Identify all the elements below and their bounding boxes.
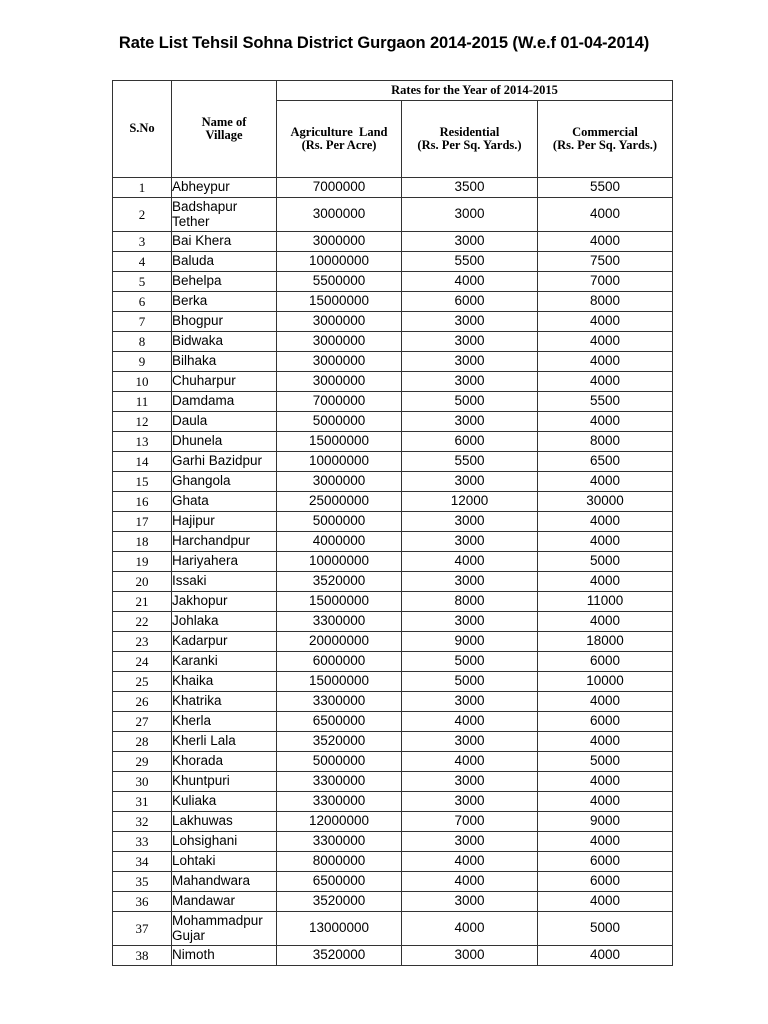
village-name-line: Kadarpur — [172, 633, 228, 649]
village-name-line: Hariyahera — [172, 553, 239, 569]
cell-commercial-rate: 4000 — [538, 372, 673, 392]
cell-sno: 28 — [113, 732, 172, 752]
cell-residential-rate: 3000 — [402, 732, 538, 752]
cell-commercial-rate: 7500 — [538, 252, 673, 272]
village-name-line: Bidwaka — [172, 333, 224, 349]
cell-agriculture-rate: 6000000 — [277, 652, 402, 672]
village-name-line: Behelpa — [172, 273, 222, 289]
cell-residential-rate: 4000 — [402, 552, 538, 572]
cell-commercial-rate: 4000 — [538, 532, 673, 552]
village-name-line: Harchandpur — [172, 533, 251, 549]
cell-agriculture-rate: 10000000 — [277, 452, 402, 472]
cell-commercial-rate: 18000 — [538, 632, 673, 652]
cell-residential-rate: 3000 — [402, 572, 538, 592]
cell-sno: 16 — [113, 492, 172, 512]
cell-agriculture-rate: 3000000 — [277, 372, 402, 392]
cell-agriculture-rate: 15000000 — [277, 592, 402, 612]
cell-sno: 23 — [113, 632, 172, 652]
cell-sno: 21 — [113, 592, 172, 612]
cell-agriculture-rate: 10000000 — [277, 552, 402, 572]
table-row — [113, 612, 673, 632]
cell-village — [172, 492, 277, 512]
cell-sno: 12 — [113, 412, 172, 432]
header-sno: S.No — [113, 81, 172, 178]
cell-residential-rate: 3000 — [402, 198, 538, 232]
cell-agriculture-rate: 3300000 — [277, 832, 402, 852]
table-row — [113, 892, 673, 912]
cell-sno: 22 — [113, 612, 172, 632]
cell-agriculture-rate: 3520000 — [277, 732, 402, 752]
cell-residential-rate: 3000 — [402, 312, 538, 332]
village-name-line: Jakhopur — [172, 593, 228, 609]
table-row — [113, 712, 673, 732]
cell-commercial-rate: 5500 — [538, 178, 673, 198]
cell-commercial-rate: 4000 — [538, 772, 673, 792]
cell-village — [172, 812, 277, 832]
header-residential-line: (Rs. Per Sq. Yards.) — [417, 138, 522, 152]
cell-residential-rate: 4000 — [402, 912, 538, 946]
cell-commercial-rate: 6500 — [538, 452, 673, 472]
header-residential — [402, 101, 538, 178]
village-name-line: Mandawar — [172, 893, 236, 909]
cell-sno: 13 — [113, 432, 172, 452]
cell-agriculture-rate: 6500000 — [277, 872, 402, 892]
cell-sno: 4 — [113, 252, 172, 272]
cell-agriculture-rate: 3000000 — [277, 198, 402, 232]
cell-sno: 3 — [113, 232, 172, 252]
table-row — [113, 452, 673, 472]
village-name-line: Tether — [172, 213, 210, 229]
table-row — [113, 772, 673, 792]
village-name-line: Khaika — [172, 673, 214, 689]
village-name-line: Lohsighani — [172, 833, 238, 849]
cell-commercial-rate: 4000 — [538, 412, 673, 432]
cell-residential-rate: 5000 — [402, 652, 538, 672]
village-name-line: Badshapur — [172, 199, 238, 215]
cell-commercial-rate: 4000 — [538, 892, 673, 912]
cell-residential-rate: 3000 — [402, 892, 538, 912]
cell-village — [172, 332, 277, 352]
cell-residential-rate: 3000 — [402, 692, 538, 712]
cell-sno: 18 — [113, 532, 172, 552]
table-row — [113, 492, 673, 512]
cell-agriculture-rate: 3000000 — [277, 472, 402, 492]
header-agriculture — [277, 101, 402, 178]
cell-village — [172, 712, 277, 732]
cell-sno: 19 — [113, 552, 172, 572]
cell-commercial-rate: 30000 — [538, 492, 673, 512]
village-name-line: Ghata — [172, 493, 209, 509]
cell-village — [172, 592, 277, 612]
table-row — [113, 512, 673, 532]
cell-agriculture-rate: 3300000 — [277, 692, 402, 712]
cell-village — [172, 392, 277, 412]
table-row — [113, 392, 673, 412]
cell-village — [172, 912, 277, 946]
cell-agriculture-rate: 12000000 — [277, 812, 402, 832]
table-row — [113, 472, 673, 492]
cell-commercial-rate: 4000 — [538, 792, 673, 812]
cell-residential-rate: 3000 — [402, 352, 538, 372]
cell-agriculture-rate: 3000000 — [277, 312, 402, 332]
table-row — [113, 812, 673, 832]
cell-village — [172, 532, 277, 552]
table-row — [113, 332, 673, 352]
cell-residential-rate: 4000 — [402, 712, 538, 732]
cell-residential-rate: 6000 — [402, 292, 538, 312]
cell-residential-rate: 3000 — [402, 332, 538, 352]
cell-commercial-rate: 4000 — [538, 612, 673, 632]
cell-village — [172, 352, 277, 372]
cell-agriculture-rate: 3520000 — [277, 572, 402, 592]
cell-village — [172, 672, 277, 692]
cell-commercial-rate: 4000 — [538, 946, 673, 966]
cell-village — [172, 692, 277, 712]
cell-commercial-rate: 4000 — [538, 512, 673, 532]
cell-sno: 35 — [113, 872, 172, 892]
table-row — [113, 652, 673, 672]
cell-village — [172, 572, 277, 592]
cell-residential-rate: 3000 — [402, 232, 538, 252]
village-name-line: Damdama — [172, 393, 235, 409]
village-name-line: Hajipur — [172, 513, 215, 529]
cell-residential-rate: 3000 — [402, 792, 538, 812]
cell-residential-rate: 3000 — [402, 412, 538, 432]
table-row — [113, 178, 673, 198]
village-name-line: Khatrika — [172, 693, 222, 709]
village-name-line: Chuharpur — [172, 373, 236, 389]
village-name-line: Kuliaka — [172, 793, 217, 809]
cell-village — [172, 652, 277, 672]
cell-commercial-rate: 4000 — [538, 472, 673, 492]
cell-commercial-rate: 10000 — [538, 672, 673, 692]
cell-commercial-rate: 9000 — [538, 812, 673, 832]
village-name-line: Nimoth — [172, 947, 215, 963]
cell-village — [172, 472, 277, 492]
cell-sno: 5 — [113, 272, 172, 292]
cell-agriculture-rate: 5000000 — [277, 752, 402, 772]
cell-village — [172, 792, 277, 812]
village-name-line: Lohtaki — [172, 853, 216, 869]
cell-village — [172, 252, 277, 272]
header-agriculture-line: (Rs. Per Acre) — [301, 138, 377, 152]
cell-sno: 11 — [113, 392, 172, 412]
cell-village — [172, 372, 277, 392]
village-name-line: Kherla — [172, 713, 212, 729]
cell-sno: 10 — [113, 372, 172, 392]
cell-residential-rate: 4000 — [402, 272, 538, 292]
table-row — [113, 632, 673, 652]
cell-agriculture-rate: 5000000 — [277, 512, 402, 532]
cell-agriculture-rate: 3300000 — [277, 772, 402, 792]
cell-agriculture-rate: 7000000 — [277, 178, 402, 198]
cell-village — [172, 232, 277, 252]
table-row — [113, 312, 673, 332]
village-name-line: Ghangola — [172, 473, 231, 489]
village-name-line: Berka — [172, 293, 208, 309]
cell-agriculture-rate: 3520000 — [277, 946, 402, 966]
cell-residential-rate: 5000 — [402, 672, 538, 692]
cell-sno: 32 — [113, 812, 172, 832]
cell-agriculture-rate: 15000000 — [277, 672, 402, 692]
cell-village — [172, 432, 277, 452]
village-name-line: Johlaka — [172, 613, 219, 629]
table-row — [113, 872, 673, 892]
cell-sno: 25 — [113, 672, 172, 692]
table-row — [113, 412, 673, 432]
cell-village — [172, 832, 277, 852]
cell-residential-rate: 6000 — [402, 432, 538, 452]
cell-sno: 15 — [113, 472, 172, 492]
cell-agriculture-rate: 3300000 — [277, 792, 402, 812]
cell-commercial-rate: 4000 — [538, 692, 673, 712]
cell-village — [172, 312, 277, 332]
cell-sno: 38 — [113, 946, 172, 966]
document-title: Rate List Tehsil Sohna District Gurgaon 2014-2015 (W.e.f 01-04-2014) — [118, 34, 650, 52]
village-name-line: Baluda — [172, 253, 215, 269]
cell-commercial-rate: 4000 — [538, 832, 673, 852]
village-name-line: Dhunela — [172, 433, 223, 449]
cell-village — [172, 272, 277, 292]
cell-sno: 8 — [113, 332, 172, 352]
table-row — [113, 372, 673, 392]
cell-agriculture-rate: 13000000 — [277, 912, 402, 946]
cell-residential-rate: 4000 — [402, 852, 538, 872]
cell-agriculture-rate: 7000000 — [277, 392, 402, 412]
cell-agriculture-rate: 8000000 — [277, 852, 402, 872]
table-row — [113, 832, 673, 852]
cell-residential-rate: 4000 — [402, 872, 538, 892]
cell-agriculture-rate: 4000000 — [277, 532, 402, 552]
cell-agriculture-rate: 25000000 — [277, 492, 402, 512]
cell-residential-rate: 8000 — [402, 592, 538, 612]
table-body — [113, 178, 673, 966]
cell-commercial-rate: 5000 — [538, 752, 673, 772]
cell-sno: 2 — [113, 198, 172, 232]
table-row — [113, 732, 673, 752]
cell-village — [172, 892, 277, 912]
cell-village — [172, 852, 277, 872]
table-row — [113, 532, 673, 552]
header-commercial-line: (Rs. Per Sq. Yards.) — [552, 138, 658, 152]
village-name-line: Daula — [172, 413, 208, 429]
cell-agriculture-rate: 3300000 — [277, 612, 402, 632]
header-village — [172, 81, 277, 178]
cell-village — [172, 946, 277, 966]
table-row — [113, 852, 673, 872]
village-name-line: Lakhuwas — [172, 813, 233, 829]
cell-residential-rate: 3000 — [402, 832, 538, 852]
cell-commercial-rate: 6000 — [538, 652, 673, 672]
village-name-line: Abheypur — [172, 179, 230, 195]
cell-commercial-rate: 6000 — [538, 712, 673, 732]
village-name-line: Kherli Lala — [172, 733, 236, 749]
cell-sno: 27 — [113, 712, 172, 732]
village-name-line: Gujar — [172, 927, 206, 943]
cell-commercial-rate: 4000 — [538, 352, 673, 372]
cell-residential-rate: 3000 — [402, 372, 538, 392]
village-name-line: Khuntpuri — [172, 773, 230, 789]
cell-commercial-rate: 4000 — [538, 572, 673, 592]
header-commercial-line: Commercial — [572, 124, 638, 139]
cell-village — [172, 612, 277, 632]
cell-commercial-rate: 5000 — [538, 912, 673, 946]
cell-commercial-rate: 8000 — [538, 432, 673, 452]
cell-village — [172, 772, 277, 792]
cell-commercial-rate: 11000 — [538, 592, 673, 612]
cell-commercial-rate: 6000 — [538, 872, 673, 892]
cell-agriculture-rate: 3000000 — [277, 352, 402, 372]
table-row — [113, 552, 673, 572]
cell-commercial-rate: 4000 — [538, 312, 673, 332]
cell-village — [172, 872, 277, 892]
cell-village — [172, 452, 277, 472]
cell-sno: 6 — [113, 292, 172, 312]
cell-agriculture-rate: 3000000 — [277, 332, 402, 352]
cell-sno: 33 — [113, 832, 172, 852]
header-rates-group: Rates for the Year of 2014-2015 — [277, 81, 673, 101]
village-name-line: Mohammadpur — [172, 913, 263, 929]
cell-agriculture-rate: 6500000 — [277, 712, 402, 732]
cell-agriculture-rate: 3520000 — [277, 892, 402, 912]
cell-village — [172, 292, 277, 312]
header-commercial — [538, 101, 673, 178]
cell-sno: 20 — [113, 572, 172, 592]
cell-agriculture-rate: 5000000 — [277, 412, 402, 432]
cell-commercial-rate: 4000 — [538, 332, 673, 352]
table-row — [113, 232, 673, 252]
table-row — [113, 352, 673, 372]
cell-sno: 26 — [113, 692, 172, 712]
table-row — [113, 572, 673, 592]
cell-village — [172, 552, 277, 572]
cell-sno: 30 — [113, 772, 172, 792]
cell-commercial-rate: 8000 — [538, 292, 673, 312]
cell-sno: 1 — [113, 178, 172, 198]
cell-agriculture-rate: 20000000 — [277, 632, 402, 652]
cell-commercial-rate: 4000 — [538, 232, 673, 252]
village-name-line: Garhi Bazidpur — [172, 453, 263, 469]
cell-sno: 7 — [113, 312, 172, 332]
cell-commercial-rate: 6000 — [538, 852, 673, 872]
cell-residential-rate: 12000 — [402, 492, 538, 512]
village-name-line: Bilhaka — [172, 353, 217, 369]
cell-residential-rate: 3000 — [402, 472, 538, 492]
table-row — [113, 272, 673, 292]
cell-residential-rate: 3000 — [402, 612, 538, 632]
village-name-line: Mahandwara — [172, 873, 251, 889]
cell-sno: 37 — [113, 912, 172, 946]
header-agriculture-line: Agriculture Land — [290, 124, 388, 139]
cell-commercial-rate: 5500 — [538, 392, 673, 412]
cell-commercial-rate: 4000 — [538, 732, 673, 752]
table-row — [113, 752, 673, 772]
cell-agriculture-rate: 10000000 — [277, 252, 402, 272]
cell-residential-rate: 7000 — [402, 812, 538, 832]
village-name-line: Karanki — [172, 653, 218, 669]
cell-residential-rate: 3500 — [402, 178, 538, 198]
table-row — [113, 252, 673, 272]
cell-sno: 17 — [113, 512, 172, 532]
table-header-row — [113, 81, 673, 101]
cell-sno: 14 — [113, 452, 172, 472]
cell-residential-rate: 5000 — [402, 392, 538, 412]
header-village-line: Name of — [201, 114, 247, 129]
table-row — [113, 198, 673, 232]
table-row — [113, 792, 673, 812]
table-row — [113, 912, 673, 946]
cell-residential-rate: 3000 — [402, 512, 538, 532]
rate-table — [112, 80, 673, 966]
cell-agriculture-rate: 15000000 — [277, 432, 402, 452]
cell-commercial-rate: 7000 — [538, 272, 673, 292]
cell-commercial-rate: 4000 — [538, 198, 673, 232]
table-row — [113, 672, 673, 692]
cell-village — [172, 752, 277, 772]
village-name-line: Bai Khera — [172, 233, 232, 249]
table-row — [113, 946, 673, 966]
table-row — [113, 292, 673, 312]
cell-sno: 9 — [113, 352, 172, 372]
cell-residential-rate: 3000 — [402, 532, 538, 552]
table-row — [113, 592, 673, 612]
cell-village — [172, 178, 277, 198]
cell-residential-rate: 5500 — [402, 452, 538, 472]
cell-sno: 29 — [113, 752, 172, 772]
cell-residential-rate: 3000 — [402, 946, 538, 966]
header-village-line: Village — [205, 128, 243, 142]
table-row — [113, 432, 673, 452]
cell-residential-rate: 9000 — [402, 632, 538, 652]
cell-agriculture-rate: 3000000 — [277, 232, 402, 252]
cell-sno: 36 — [113, 892, 172, 912]
cell-commercial-rate: 5000 — [538, 552, 673, 572]
table-row — [113, 692, 673, 712]
cell-village — [172, 632, 277, 652]
cell-residential-rate: 5500 — [402, 252, 538, 272]
header-residential-line: Residential — [439, 124, 500, 139]
cell-village — [172, 198, 277, 232]
village-name-line: Bhogpur — [172, 313, 224, 329]
cell-village — [172, 412, 277, 432]
cell-village — [172, 512, 277, 532]
cell-sno: 31 — [113, 792, 172, 812]
cell-sno: 34 — [113, 852, 172, 872]
cell-village — [172, 732, 277, 752]
cell-residential-rate: 4000 — [402, 752, 538, 772]
village-name-line: Issaki — [172, 573, 207, 589]
cell-residential-rate: 3000 — [402, 772, 538, 792]
cell-agriculture-rate: 5500000 — [277, 272, 402, 292]
cell-sno: 24 — [113, 652, 172, 672]
cell-agriculture-rate: 15000000 — [277, 292, 402, 312]
village-name-line: Khorada — [172, 753, 224, 769]
